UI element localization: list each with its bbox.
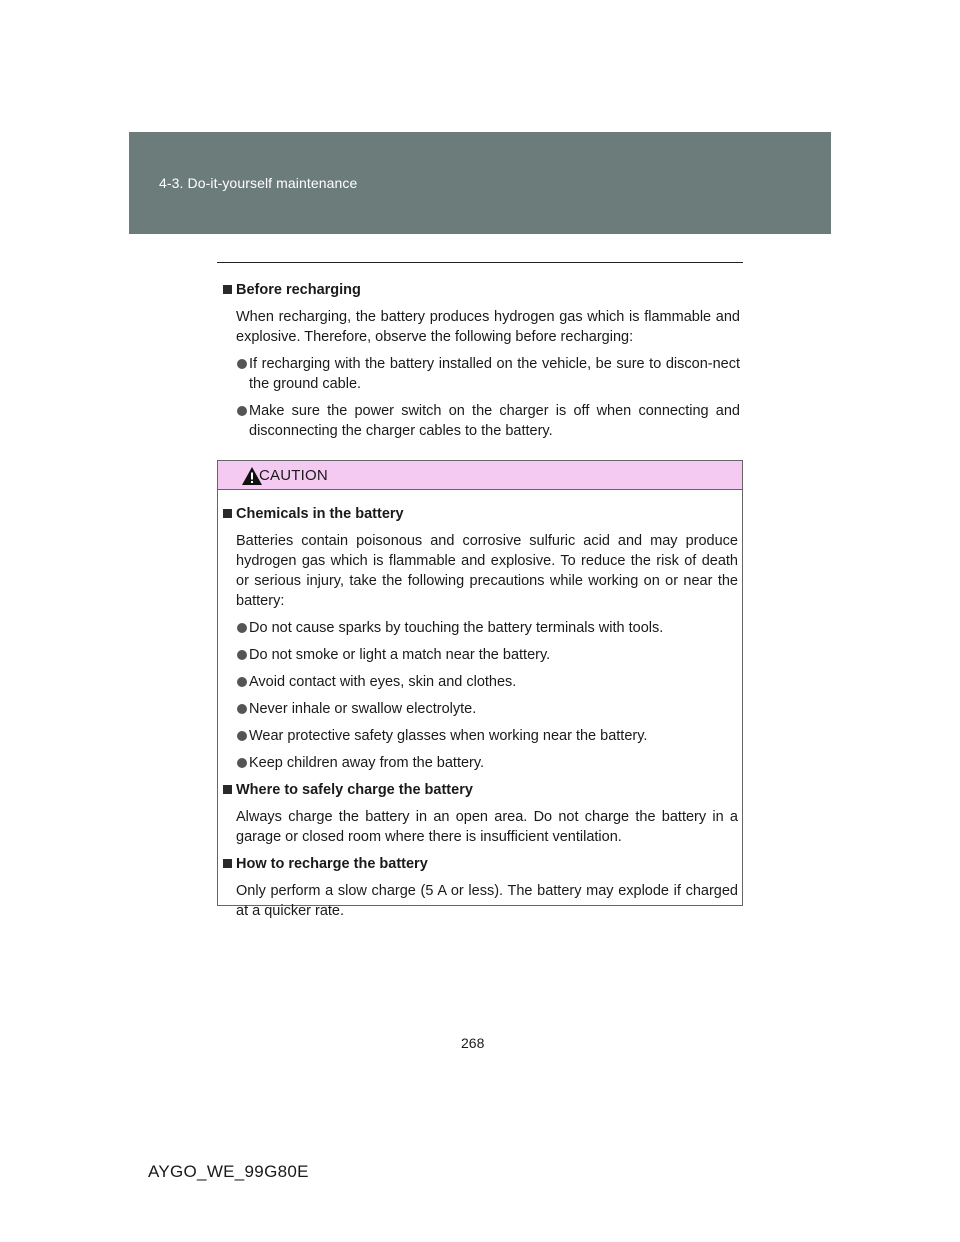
list-item-text: If recharging with the battery installed on the vehicle, be sure to discon-nect the ground cable. xyxy=(249,356,740,392)
caution-label: CAUTION xyxy=(259,467,328,484)
list-item-text: Do not cause sparks by touching the battery terminals with tools. xyxy=(249,620,664,636)
round-bullet-icon xyxy=(237,758,247,768)
document-code: AYGO_WE_99G80E xyxy=(148,1162,309,1181)
round-bullet-icon xyxy=(237,406,247,416)
list-item xyxy=(220,354,740,394)
section-heading xyxy=(220,854,738,874)
list-item-text: Wear protective safety glasses when working near the battery. xyxy=(249,728,648,744)
square-bullet-icon xyxy=(223,859,232,868)
list-item xyxy=(220,672,738,692)
heading-text: How to recharge the battery xyxy=(236,856,428,872)
page-number: 268 xyxy=(461,1035,485,1051)
round-bullet-icon xyxy=(237,677,247,687)
paragraph: When recharging, the battery produces hydrogen gas which is flammable and explosive. Therefore, observe the following before recharging: xyxy=(236,309,740,345)
section-heading xyxy=(220,780,738,800)
list-item xyxy=(220,645,738,665)
paragraph: Batteries contain poisonous and corrosive sulfuric acid and may produce hydrogen gas which is flammable and explosive. To reduce the risk of death or serious injury, take the following precautions while working on or near the battery: xyxy=(236,533,738,609)
list-item xyxy=(220,401,740,441)
round-bullet-icon xyxy=(237,623,247,633)
section-title: 4-3. Do-it-yourself maintenance xyxy=(159,175,358,191)
list-item xyxy=(220,753,738,773)
heading-text: Before recharging xyxy=(236,282,361,298)
square-bullet-icon xyxy=(223,285,232,294)
list-item-text: Make sure the power switch on the charger is off when connecting and disconnecting the charger cables to the battery. xyxy=(249,403,740,439)
paragraph: Only perform a slow charge (5 A or less). The battery may explode if charged at a quicker rate. xyxy=(236,883,738,919)
square-bullet-icon xyxy=(223,785,232,794)
list-item-text: Keep children away from the battery. xyxy=(249,755,485,771)
caution-header xyxy=(218,461,742,490)
heading-text: Chemicals in the battery xyxy=(236,506,404,522)
divider xyxy=(217,262,743,263)
heading-text: Where to safely charge the battery xyxy=(236,782,473,798)
section-heading xyxy=(220,504,738,524)
page-header xyxy=(129,132,831,234)
caution-box xyxy=(217,460,743,919)
round-bullet-icon xyxy=(237,704,247,714)
recharging-section xyxy=(220,280,740,441)
square-bullet-icon xyxy=(223,509,232,518)
paragraph: Always charge the battery in an open area. Do not charge the battery in a garage or closed room where there is insufficient ventilation. xyxy=(236,809,738,845)
round-bullet-icon xyxy=(237,359,247,369)
section-heading xyxy=(220,280,740,300)
list-item-text: Never inhale or swallow electrolyte. xyxy=(249,701,477,717)
caution-content xyxy=(220,504,738,921)
list-item-text: Avoid contact with eyes, skin and clothes. xyxy=(249,674,517,690)
round-bullet-icon xyxy=(237,650,247,660)
round-bullet-icon xyxy=(237,731,247,741)
list-item xyxy=(220,699,738,719)
list-item-text: Do not smoke or light a match near the battery. xyxy=(249,647,551,663)
list-item xyxy=(220,618,738,638)
list-item xyxy=(220,726,738,746)
